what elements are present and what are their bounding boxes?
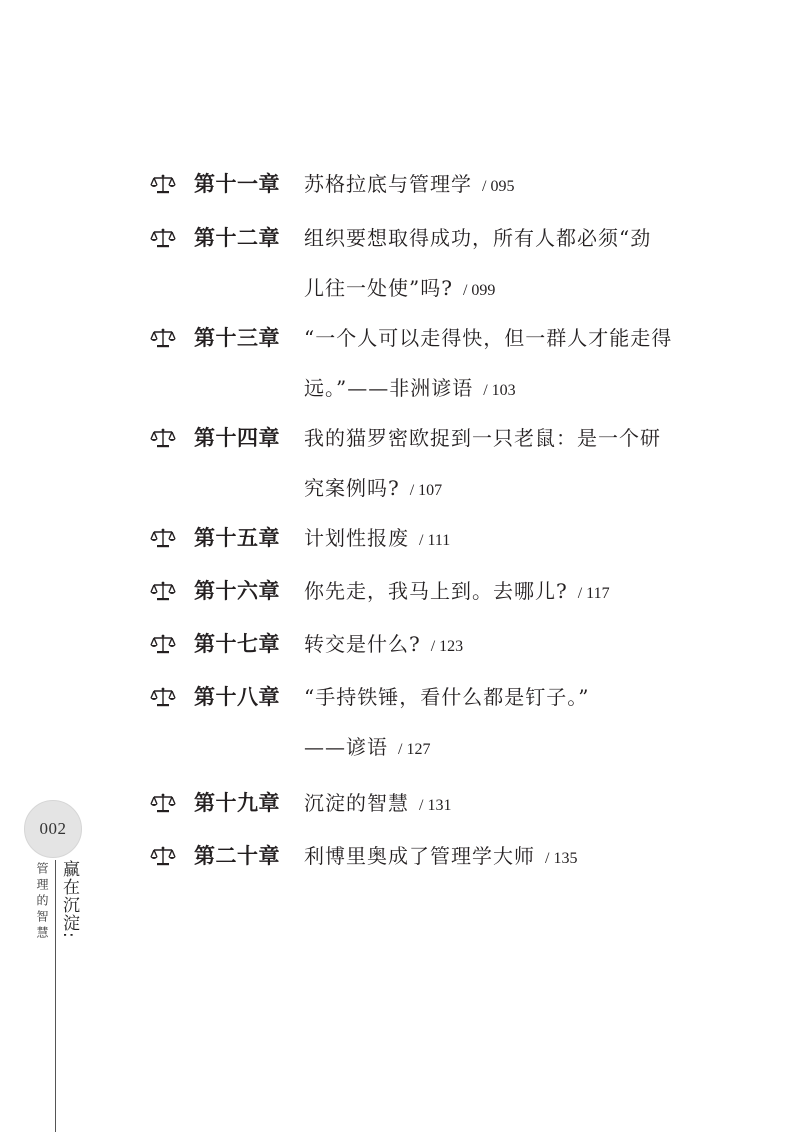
chapter-title-text: 我的猫罗密欧捉到一只老鼠：是一个研 究案例吗?: [304, 426, 661, 500]
chapter-label: 第二十章: [194, 843, 280, 868]
chapter-title-text: 组织要想取得成功，所有人都必须“劲 儿往一处使”吗?: [304, 226, 652, 300]
chapter-label: 第十五章: [194, 525, 280, 550]
scales-icon: [150, 174, 176, 194]
chapter-label: 第十一章: [194, 171, 280, 196]
chapter-label: 第十三章: [194, 325, 280, 350]
chapter-label: 第十六章: [194, 578, 280, 603]
chapter-title-text: “一个人可以走得快，但一群人才能走得 远。”——非洲谚语: [304, 326, 673, 400]
chapter-title: [304, 778, 699, 831]
page-reference: / 099: [462, 282, 496, 299]
scales-icon: [150, 793, 176, 813]
chapter-title-text: 利博里奥成了管理学大师: [304, 844, 535, 868]
chapter-title-text: 计划性报废: [304, 526, 409, 550]
scales-icon: [150, 528, 176, 548]
scales-icon: [150, 581, 176, 601]
chapter-title: [304, 831, 699, 884]
chapter-title-text: 苏格拉底与管理学: [304, 172, 472, 196]
chapter-label: 第十二章: [194, 225, 280, 250]
chapter-title-text: 转交是什么?: [304, 632, 421, 656]
page-reference: / 095: [482, 178, 515, 195]
page-reference: / 117: [577, 585, 610, 602]
page-number-badge: [24, 800, 82, 858]
chapter-label: 第十四章: [194, 425, 280, 450]
chapter-title: [304, 313, 699, 416]
chapter-title: [304, 413, 699, 516]
chapter-label: 第十七章: [194, 631, 280, 656]
scales-icon: [150, 328, 176, 348]
page-reference: / 123: [430, 638, 464, 655]
scales-icon: [150, 687, 176, 707]
scales-icon: [150, 228, 176, 248]
chapter-title: [304, 513, 699, 566]
chapter-title: [304, 619, 699, 672]
page-reference: / 127: [398, 741, 431, 758]
chapter-title: [304, 672, 699, 775]
scales-icon: [150, 634, 176, 654]
page-reference: / 131: [419, 797, 452, 814]
chapter-label: 第十八章: [194, 684, 280, 709]
page-reference: / 135: [545, 850, 578, 867]
chapter-title: [304, 159, 699, 212]
running-book-title: 赢在沉淀:: [59, 860, 79, 939]
chapter-label: 第十九章: [194, 790, 280, 815]
page-number: 002: [39, 819, 67, 838]
chapter-title: [304, 566, 699, 619]
page-reference: / 103: [483, 382, 516, 399]
series-subtitle: 管理的智慧: [35, 862, 49, 942]
margin-divider: [55, 860, 56, 1132]
scales-icon: [150, 846, 176, 866]
chapter-title-text: “手持铁锤，看什么都是钉子。” ——谚语: [304, 685, 590, 759]
chapter-title-text: 沉淀的智慧: [304, 791, 409, 815]
page-reference: / 111: [419, 532, 451, 549]
page-reference: / 107: [409, 482, 443, 499]
scales-icon: [150, 428, 176, 448]
chapter-title-text: 你先走，我马上到。去哪儿?: [304, 579, 568, 603]
chapter-title: [304, 213, 699, 316]
